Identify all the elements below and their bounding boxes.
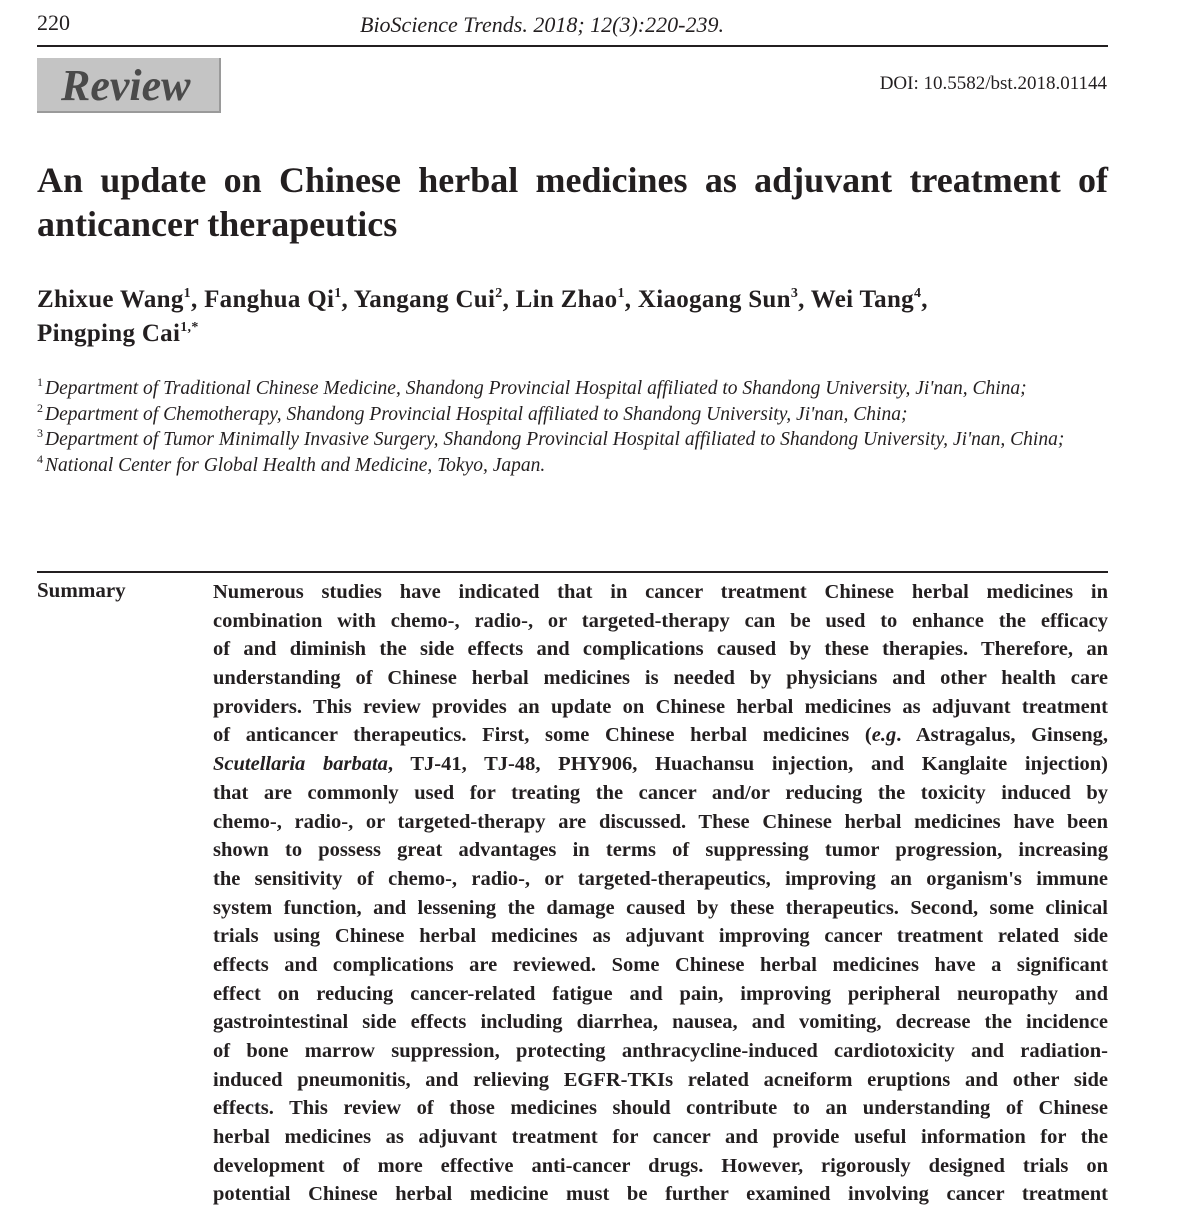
summary-line	[213, 808, 1108, 837]
affiliation	[37, 376, 1117, 402]
journal-citation: BioScience Trends. 2018; 12(3):220-239.	[360, 12, 724, 37]
header-rule	[37, 45, 1108, 47]
summary-text: induced pneumonitis, and relieving EGFR-TKIs related acneiform eruptions and other side	[213, 1068, 1108, 1091]
summary-line	[213, 951, 1108, 980]
summary-line	[213, 693, 1108, 722]
author	[638, 286, 811, 313]
article-type-label: Review	[61, 61, 191, 110]
summary-text: effects and complications are reviewed. Some Chinese herbal medicines have a significant	[213, 953, 1108, 976]
summary-text: effect on reducing cancer-related fatigue and pain, improving peripheral neuropathy and	[213, 982, 1108, 1005]
affiliation-number: 3	[37, 426, 43, 440]
summary-line	[213, 894, 1108, 923]
summary-text: effects. This review of those medicines should contribute to an understanding of Chinese	[213, 1097, 1108, 1120]
summary-line	[213, 635, 1108, 664]
summary-text: system function, and lessening the damage caused by these therapeutics. Second, some clinical	[213, 896, 1108, 919]
author-affiliation-marker: 1,*	[180, 320, 199, 335]
summary-text: potential Chinese herbal medicine must be further examined involving cancer treatment	[213, 1183, 1108, 1206]
affiliation	[37, 427, 1117, 453]
author-name: Fanghua Qi	[204, 286, 335, 313]
summary-text: trials using Chinese herbal medicines as adjuvant improving cancer treatment related side	[213, 925, 1108, 948]
affiliation	[37, 402, 1117, 428]
summary-text: chemo-, radio-, or targeted-therapy are discussed. These Chinese herbal medicines have been	[213, 810, 1108, 833]
author-name: Xiaogang Sun	[637, 286, 791, 313]
author-affiliation-marker: 2	[495, 286, 503, 301]
summary-line	[213, 721, 1108, 750]
author-separator: ,	[502, 286, 516, 313]
summary-line	[213, 607, 1108, 636]
summary-line	[213, 1094, 1108, 1123]
author-affiliation-marker: 3	[790, 286, 799, 301]
summary-line	[213, 1008, 1108, 1037]
affiliation-number: 1	[37, 375, 43, 389]
author-separator: ,	[921, 286, 928, 313]
article-title: An update on Chinese herbal medicines as adjuvant treatment of anticancer therapeutics	[37, 160, 1108, 244]
author-name: Yangang Cui	[353, 286, 496, 313]
author-affiliation-marker: 1	[617, 286, 625, 301]
summary-rule	[37, 571, 1108, 573]
author-affiliation-marker: 1	[183, 286, 191, 301]
author-list	[37, 283, 1112, 351]
author-separator: ,	[624, 286, 638, 313]
author	[204, 286, 354, 313]
author-separator: ,	[190, 286, 205, 313]
summary-body	[213, 578, 1108, 1209]
summary-text: . Astragalus, Ginseng,	[896, 724, 1109, 747]
summary-line	[213, 922, 1108, 951]
affiliation-list	[37, 376, 1117, 478]
summary-text: providers. This review provides an update on Chinese herbal medicines as adjuvant treatment	[213, 695, 1108, 718]
author-name: Wei Tang	[810, 286, 914, 313]
summary-line	[213, 1180, 1108, 1209]
affiliation-number: 2	[37, 400, 43, 415]
author	[37, 286, 204, 313]
summary-text: Numerous studies have indicated that in cancer treatment Chinese herbal medicines in	[213, 581, 1108, 603]
summary-line	[213, 980, 1108, 1009]
summary-italic-text: Scutellaria barbata	[213, 753, 388, 776]
author-separator: ,	[341, 286, 354, 313]
summary-line	[213, 1123, 1108, 1152]
summary-line	[213, 664, 1108, 693]
author-name: Zhixue Wang	[37, 286, 184, 313]
author	[516, 286, 638, 313]
summary-text: development of more effective anti-cancer drugs. However, rigorously designed trials on	[213, 1154, 1108, 1177]
summary-line	[213, 750, 1108, 779]
summary-italic-text: e.g	[871, 724, 897, 747]
summary-line	[213, 779, 1108, 808]
affiliation-text: Department of Traditional Chinese Medicine, Shandong Provincial Hospital affiliated to Shandong University, Ji'nan, China;	[45, 378, 1027, 399]
summary-text: of bone marrow suppression, protecting anthracycline-induced cardiotoxicity and radiation-	[213, 1040, 1108, 1062]
affiliation-text: Department of Chemotherapy, Shandong Provincial Hospital affiliated to Shandong University, Ji'nan, China;	[45, 403, 908, 425]
summary-text: that are commonly used for treating the cancer and/or reducing the toxicity induced by	[213, 781, 1108, 804]
article-type-badge	[37, 58, 221, 113]
author-affiliation-marker: 1	[334, 286, 342, 301]
summary-text: herbal medicines as adjuvant treatment for cancer and provide useful information for the	[213, 1126, 1108, 1149]
author-name: Lin Zhao	[515, 286, 618, 313]
summary-text: gastrointestinal side effects including diarrhea, nausea, and vomiting, decrease the incidence	[213, 1011, 1108, 1034]
affiliation-text: National Center for Global Health and Medicine, Tokyo, Japan.	[45, 454, 546, 476]
summary-label: Summary	[37, 578, 126, 602]
summary-line	[213, 578, 1108, 607]
summary-text: shown to possess great advantages in terms of suppressing tumor progression, increasing	[213, 839, 1108, 862]
summary-text: of anticancer therapeutics. First, some Chinese herbal medicines (	[213, 724, 872, 747]
summary-line	[213, 865, 1108, 894]
summary-text: the sensitivity of chemo-, radio-, or targeted-therapeutics, improving an organism's immune	[213, 867, 1108, 890]
author	[811, 286, 928, 313]
page-number: 220	[37, 10, 70, 35]
author-affiliation-marker: 4	[913, 286, 922, 301]
affiliation-text: Department of Tumor Minimally Invasive Surgery, Shandong Provincial Hospital affiliated to Shandong University, Ji'nan, China;	[45, 429, 1065, 450]
summary-text: combination with chemo-, radio-, or targeted-therapy can be used to enhance the efficacy	[213, 609, 1108, 632]
summary-text: understanding of Chinese herbal medicines is needed by physicians and other health care	[213, 667, 1108, 690]
summary-line	[213, 836, 1108, 865]
affiliation	[37, 453, 1117, 479]
summary-line	[213, 1066, 1108, 1095]
summary-text: of and diminish the side effects and complications caused by these therapies. Therefore, an	[213, 638, 1108, 661]
summary-text: , TJ-41, TJ-48, PHY906, Huachansu injection, and Kanglaite injection)	[387, 753, 1109, 776]
affiliation-number: 4	[37, 451, 43, 466]
author	[37, 320, 199, 347]
author-separator: ,	[798, 286, 811, 313]
summary-line	[213, 1152, 1108, 1181]
author-name: Pingping Cai	[37, 320, 181, 347]
summary-line	[213, 1037, 1108, 1066]
author	[354, 286, 516, 313]
doi: DOI: 10.5582/bst.2018.01144	[879, 73, 1107, 94]
